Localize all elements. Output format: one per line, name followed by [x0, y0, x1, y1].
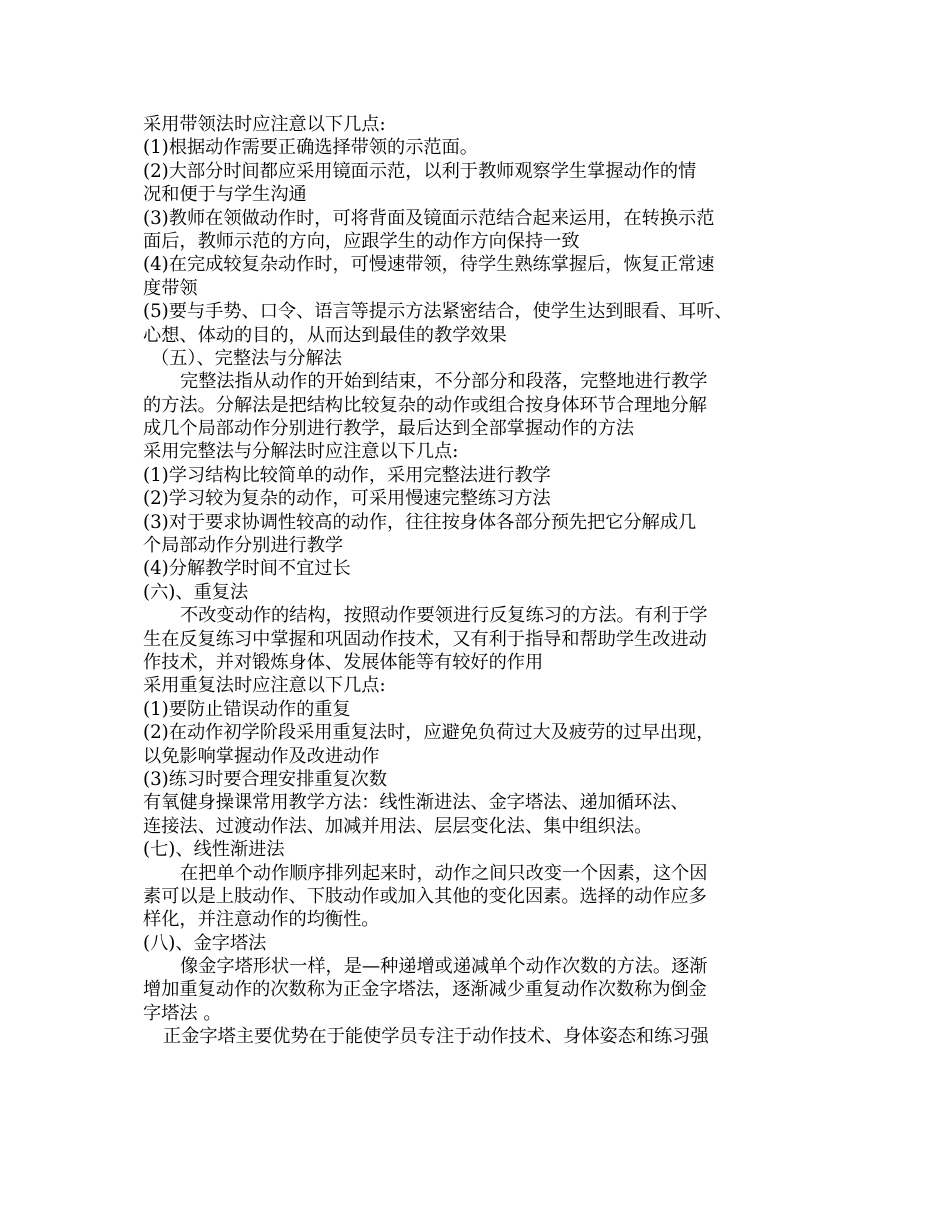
- text-line: (2)大部分时间都应采用镜面示范，以利于教师观察学生掌握动作的情: [143, 160, 697, 182]
- text-line: (4)在完成较复杂动作时，可慢速带领，待学生熟练掌握后，恢复正常速: [143, 254, 715, 276]
- text-line: 个局部动作分别进行教学: [143, 535, 344, 557]
- text-line: (1)根据动作需要正确选择带领的示范面。: [143, 137, 478, 159]
- document-body: [143, 113, 823, 1049]
- text-line: 生在反复练习中掌握和巩固动作技术，又有利于指导和帮助学生改进动: [143, 628, 707, 650]
- text-line: 素可以是上肢动作、下肢动作或加入其他的变化因素。选择的动作应多: [143, 885, 707, 907]
- text-line: 面后，教师示范的方向，应跟学生的动作方向保持一致: [143, 230, 580, 252]
- text-line: (1)要防止错误动作的重复: [143, 698, 351, 720]
- text-line: 不改变动作的结构，按照动作要领进行反复练习的方法。有利于学: [180, 605, 708, 627]
- text-line: (八)、金字塔法: [143, 932, 267, 954]
- text-line: (1)学习结构比较简单的动作，采用完整法进行教学: [143, 464, 551, 486]
- text-line: 以免影响掌握动作及改进动作: [143, 745, 380, 767]
- text-line: 成几个局部动作分别进行教学，最后达到全部掌握动作的方法: [143, 418, 635, 440]
- text-line: 采用带领法时应注意以下几点:: [143, 114, 386, 135]
- text-line: (3)练习时要合理安排重复次数: [143, 768, 388, 790]
- text-line: 连接法、过渡动作法、加减并用法、层层变化法、集中组织法。: [143, 815, 653, 837]
- text-line: 心想、体动的目的，从而达到最佳的教学效果: [143, 324, 507, 346]
- text-line: 采用重复法时应注意以下几点:: [143, 675, 386, 697]
- text-line: 采用完整法与分解法时应注意以下几点:: [143, 441, 459, 463]
- text-line: (2)学习较为复杂的动作，可采用慢速完整练习方法: [143, 488, 551, 510]
- text-line: (4)分解教学时间不宜过长: [143, 558, 351, 580]
- text-line: 况和便于与学生沟通: [143, 184, 307, 206]
- text-line: 增加重复动作的次数称为正金字塔法，逐渐减少重复动作次数称为倒金: [143, 979, 707, 1001]
- text-line: 字塔法 。: [143, 1002, 222, 1024]
- text-line: 正金字塔主要优势在于能使学员专注于动作技术、身体姿态和练习强: [163, 1026, 709, 1048]
- text-line: （五）、完整法与分解法: [151, 347, 342, 369]
- text-line: (七)、线性渐进法: [143, 839, 285, 861]
- text-line: (5)要与手势、口令、语言等提示方法紧密结合，使学生达到眼看、耳听、: [143, 301, 733, 323]
- text-line: 样化，并注意动作的均衡性。: [143, 909, 380, 931]
- text-line: (2)在动作初学阶段采用重复法时，应避免负荷过大及疲劳的过早出现，: [143, 722, 715, 744]
- text-line: 完整法指从动作的开始到结束，不分部分和段落，完整地进行教学: [180, 371, 708, 393]
- text-line: (六)、重复法: [143, 581, 249, 603]
- text-line: 像金字塔形状一样，是—种递增或递减单个动作次数的方法。逐渐: [180, 956, 708, 978]
- text-line: (3)教师在领做动作时，可将背面及镜面示范结合起来运用，在转换示范: [143, 207, 715, 229]
- text-line: (3)对于要求协调性较高的动作，往往按身体各部分预先把它分解成几: [143, 511, 697, 533]
- text-line: 度带领: [143, 277, 198, 299]
- text-line: 的方法。分解法是把结构比较复杂的动作或组合按身体环节合理地分解: [143, 394, 707, 416]
- text-line: 作技术，并对锻炼身体、发展体能等有较好的作用: [143, 651, 544, 673]
- text-line: 在把单个动作顺序排列起来时，动作之间只改变一个因素，这个因: [180, 862, 708, 884]
- text-line: 有氧健身操课常用教学方法：线性渐进法、金字塔法、递加循环法、: [143, 792, 689, 814]
